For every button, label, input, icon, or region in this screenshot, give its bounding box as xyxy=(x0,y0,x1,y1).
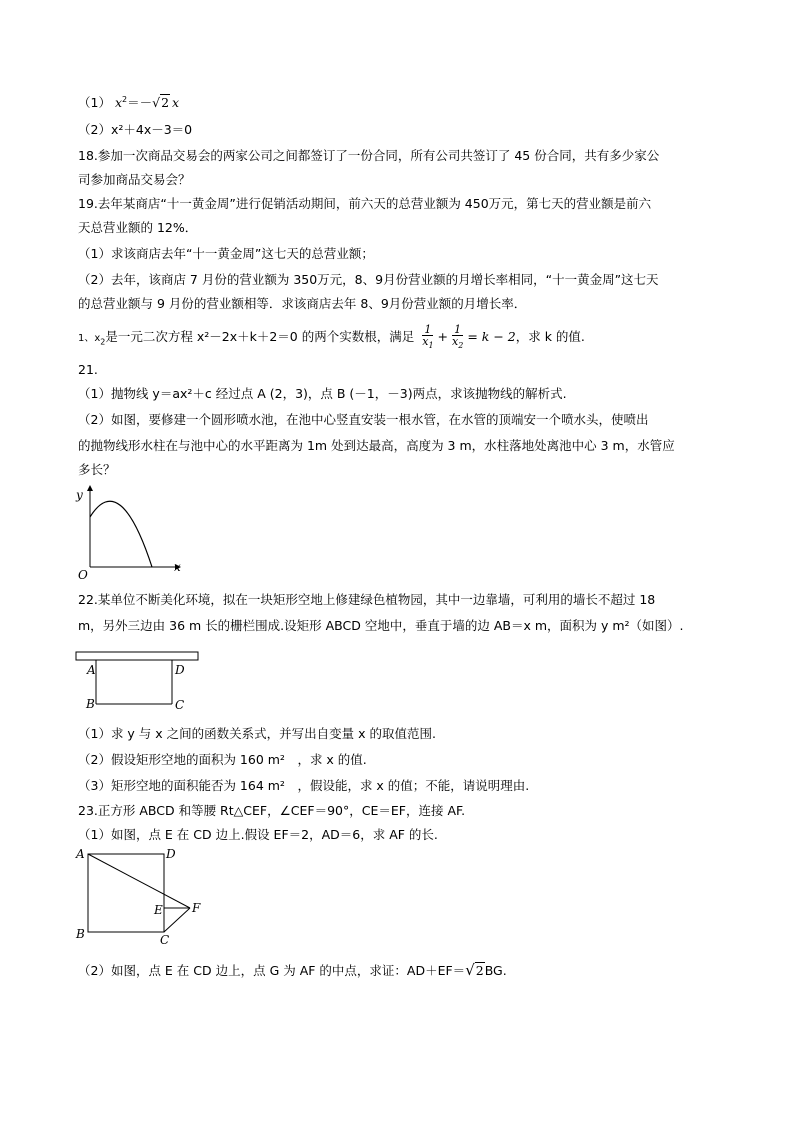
q21-part1: （1）抛物线 y＝ax²＋c 经过点 A (2，3)，点 B (－1，－3)两点，求该抛物线的解析式. xyxy=(78,386,567,401)
q20-plus: + xyxy=(437,329,449,344)
q23-part2-radicand: 2 xyxy=(475,963,484,978)
q20-frac2-den: x xyxy=(452,334,459,348)
label-c: C xyxy=(160,933,170,947)
q23-part2-text: （2）如图，点 E 在 CD 边上，点 G 为 AF 的中点，求证：AD＋EF＝ xyxy=(78,963,466,978)
q20-frac1-den: x xyxy=(422,334,429,348)
y-axis-arrow-icon xyxy=(87,485,93,491)
rectangle-garden-figure xyxy=(74,648,204,712)
square-abcd xyxy=(88,854,164,932)
q17-eq-mid: ＝－ xyxy=(127,95,153,111)
label-d: D xyxy=(175,663,185,677)
q20-frac2-sub: 2 xyxy=(458,341,464,351)
sqrt-symbol: √ xyxy=(152,95,161,111)
label-y: y xyxy=(76,488,83,502)
q20-suffix: ，求 k 的值. xyxy=(515,329,585,344)
q17-part1-label: （1） xyxy=(78,95,111,111)
label-x: x xyxy=(174,560,181,574)
q20-frac1-sub: 1 xyxy=(428,341,434,351)
q22-part1: （1）求 y 与 x 之间的函数关系式，并写出自变量 x 的取值范围. xyxy=(78,726,436,741)
q19-part2-line2: 的总营业额与 9 月份的营业额相等．求该商店去年 8、9月份营业额的月增长率． xyxy=(78,296,527,311)
q20-rhs: = k − 2 xyxy=(467,329,516,344)
q18-line2: 司参加商品交易会？ xyxy=(78,172,191,187)
q20-prefix: 1、x xyxy=(78,333,101,344)
q20-sub: 2 xyxy=(100,337,106,347)
q23-part1: （1）如图，点 E 在 CD 边上.假设 EF＝2，AD＝6，求 AF 的长. xyxy=(78,827,438,842)
q23-line1: 23.正方形 ABCD 和等腰 Rt△CEF，∠CEF＝90°，CE＝EF，连接 AF. xyxy=(78,803,466,818)
q20-mid: 是一元二次方程 x²－2x＋k＋2＝0 的两个实数根，满足 xyxy=(105,329,415,344)
segment-cf xyxy=(164,908,190,932)
q17-eq-radicand: 2 xyxy=(161,95,170,111)
label-d: D xyxy=(166,847,176,861)
q19-line1: 19.去年某商店“十一黄金周”进行促销活动期间，前六天的总营业额为 450万元，第七天的营业额是前六 xyxy=(78,196,652,211)
q17-part1 xyxy=(78,92,179,111)
q20-line xyxy=(78,322,585,358)
q20-frac2-num: 1 xyxy=(454,322,462,336)
parabola-curve xyxy=(90,501,152,567)
q19-line2: 天总营业额的 12%． xyxy=(78,220,198,235)
q23-part2 xyxy=(78,962,507,979)
q23-part2-end: BG. xyxy=(484,963,507,978)
parabola-figure xyxy=(70,485,190,580)
label-origin: O xyxy=(78,568,88,582)
q18-line1: 18.参加一次商品交易会的两家公司之间都签订了一份合同，所有公司共签订了 45 份合同，共有多少家公 xyxy=(78,148,660,163)
segment-af xyxy=(88,854,190,908)
q17-eq-lhs: x xyxy=(114,95,122,111)
q21-part2-line2: 的抛物线形水柱在与池中心的水平距离为 1m 处到达最高，高度为 3 m，水柱落地处离池中心 3 m，水管应 xyxy=(78,438,675,453)
q17-eq-sup: 2 xyxy=(122,95,128,104)
q21-part2-line3: 多长？ xyxy=(78,462,116,477)
label-f: F xyxy=(192,901,201,915)
q22-line1: 22.某单位不断美化环境，拟在一块矩形空地上修建绿色植物园，其中一边靠墙，可利用的墙长不超过 18 xyxy=(78,592,656,607)
q19-part2-line1: （2）去年，该商店 7 月份的营业额为 350万元，8、9月份营业额的月增长率相同，“十一黄金周”这七天 xyxy=(78,272,659,287)
label-a: A xyxy=(87,663,96,677)
label-b: B xyxy=(76,927,85,941)
square-triangle-figure xyxy=(74,846,214,946)
label-e: E xyxy=(154,903,163,917)
q19-part1: （1）求该商店去年“十一黄金周”这七天的总营业额； xyxy=(78,246,374,261)
q21-number: 21. xyxy=(78,362,98,377)
q20-fraction-2 xyxy=(450,324,465,351)
q22-line2: m，另外三边由 36 m 长的栅栏围成.设矩形 ABCD 空地中，垂直于墙的边 AB＝x m，面积为 y m²（如图）. xyxy=(78,618,684,633)
q20-fraction-1 xyxy=(420,324,435,351)
label-c: C xyxy=(175,698,185,712)
sqrt-symbol: √ xyxy=(465,961,475,979)
q17-eq-var: x xyxy=(172,95,180,111)
label-a: A xyxy=(76,847,85,861)
q22-part3: （3）矩形空地的面积能否为 164 m² ，假设能，求 x 的值；不能，请说明理由. xyxy=(78,778,530,793)
q22-part2: （2）假设矩形空地的面积为 160 m² ，求 x 的值. xyxy=(78,752,367,767)
q20-frac1-num: 1 xyxy=(424,322,432,336)
label-b: B xyxy=(86,697,95,711)
q17-part2: （2）x²＋4x－3＝0 xyxy=(78,122,193,137)
wall xyxy=(76,652,198,660)
q21-part2-line1: （2）如图，要修建一个圆形喷水池，在池中心竖直安装一根水管，在水管的顶端安一个喷水头，使喷出 xyxy=(78,412,649,427)
